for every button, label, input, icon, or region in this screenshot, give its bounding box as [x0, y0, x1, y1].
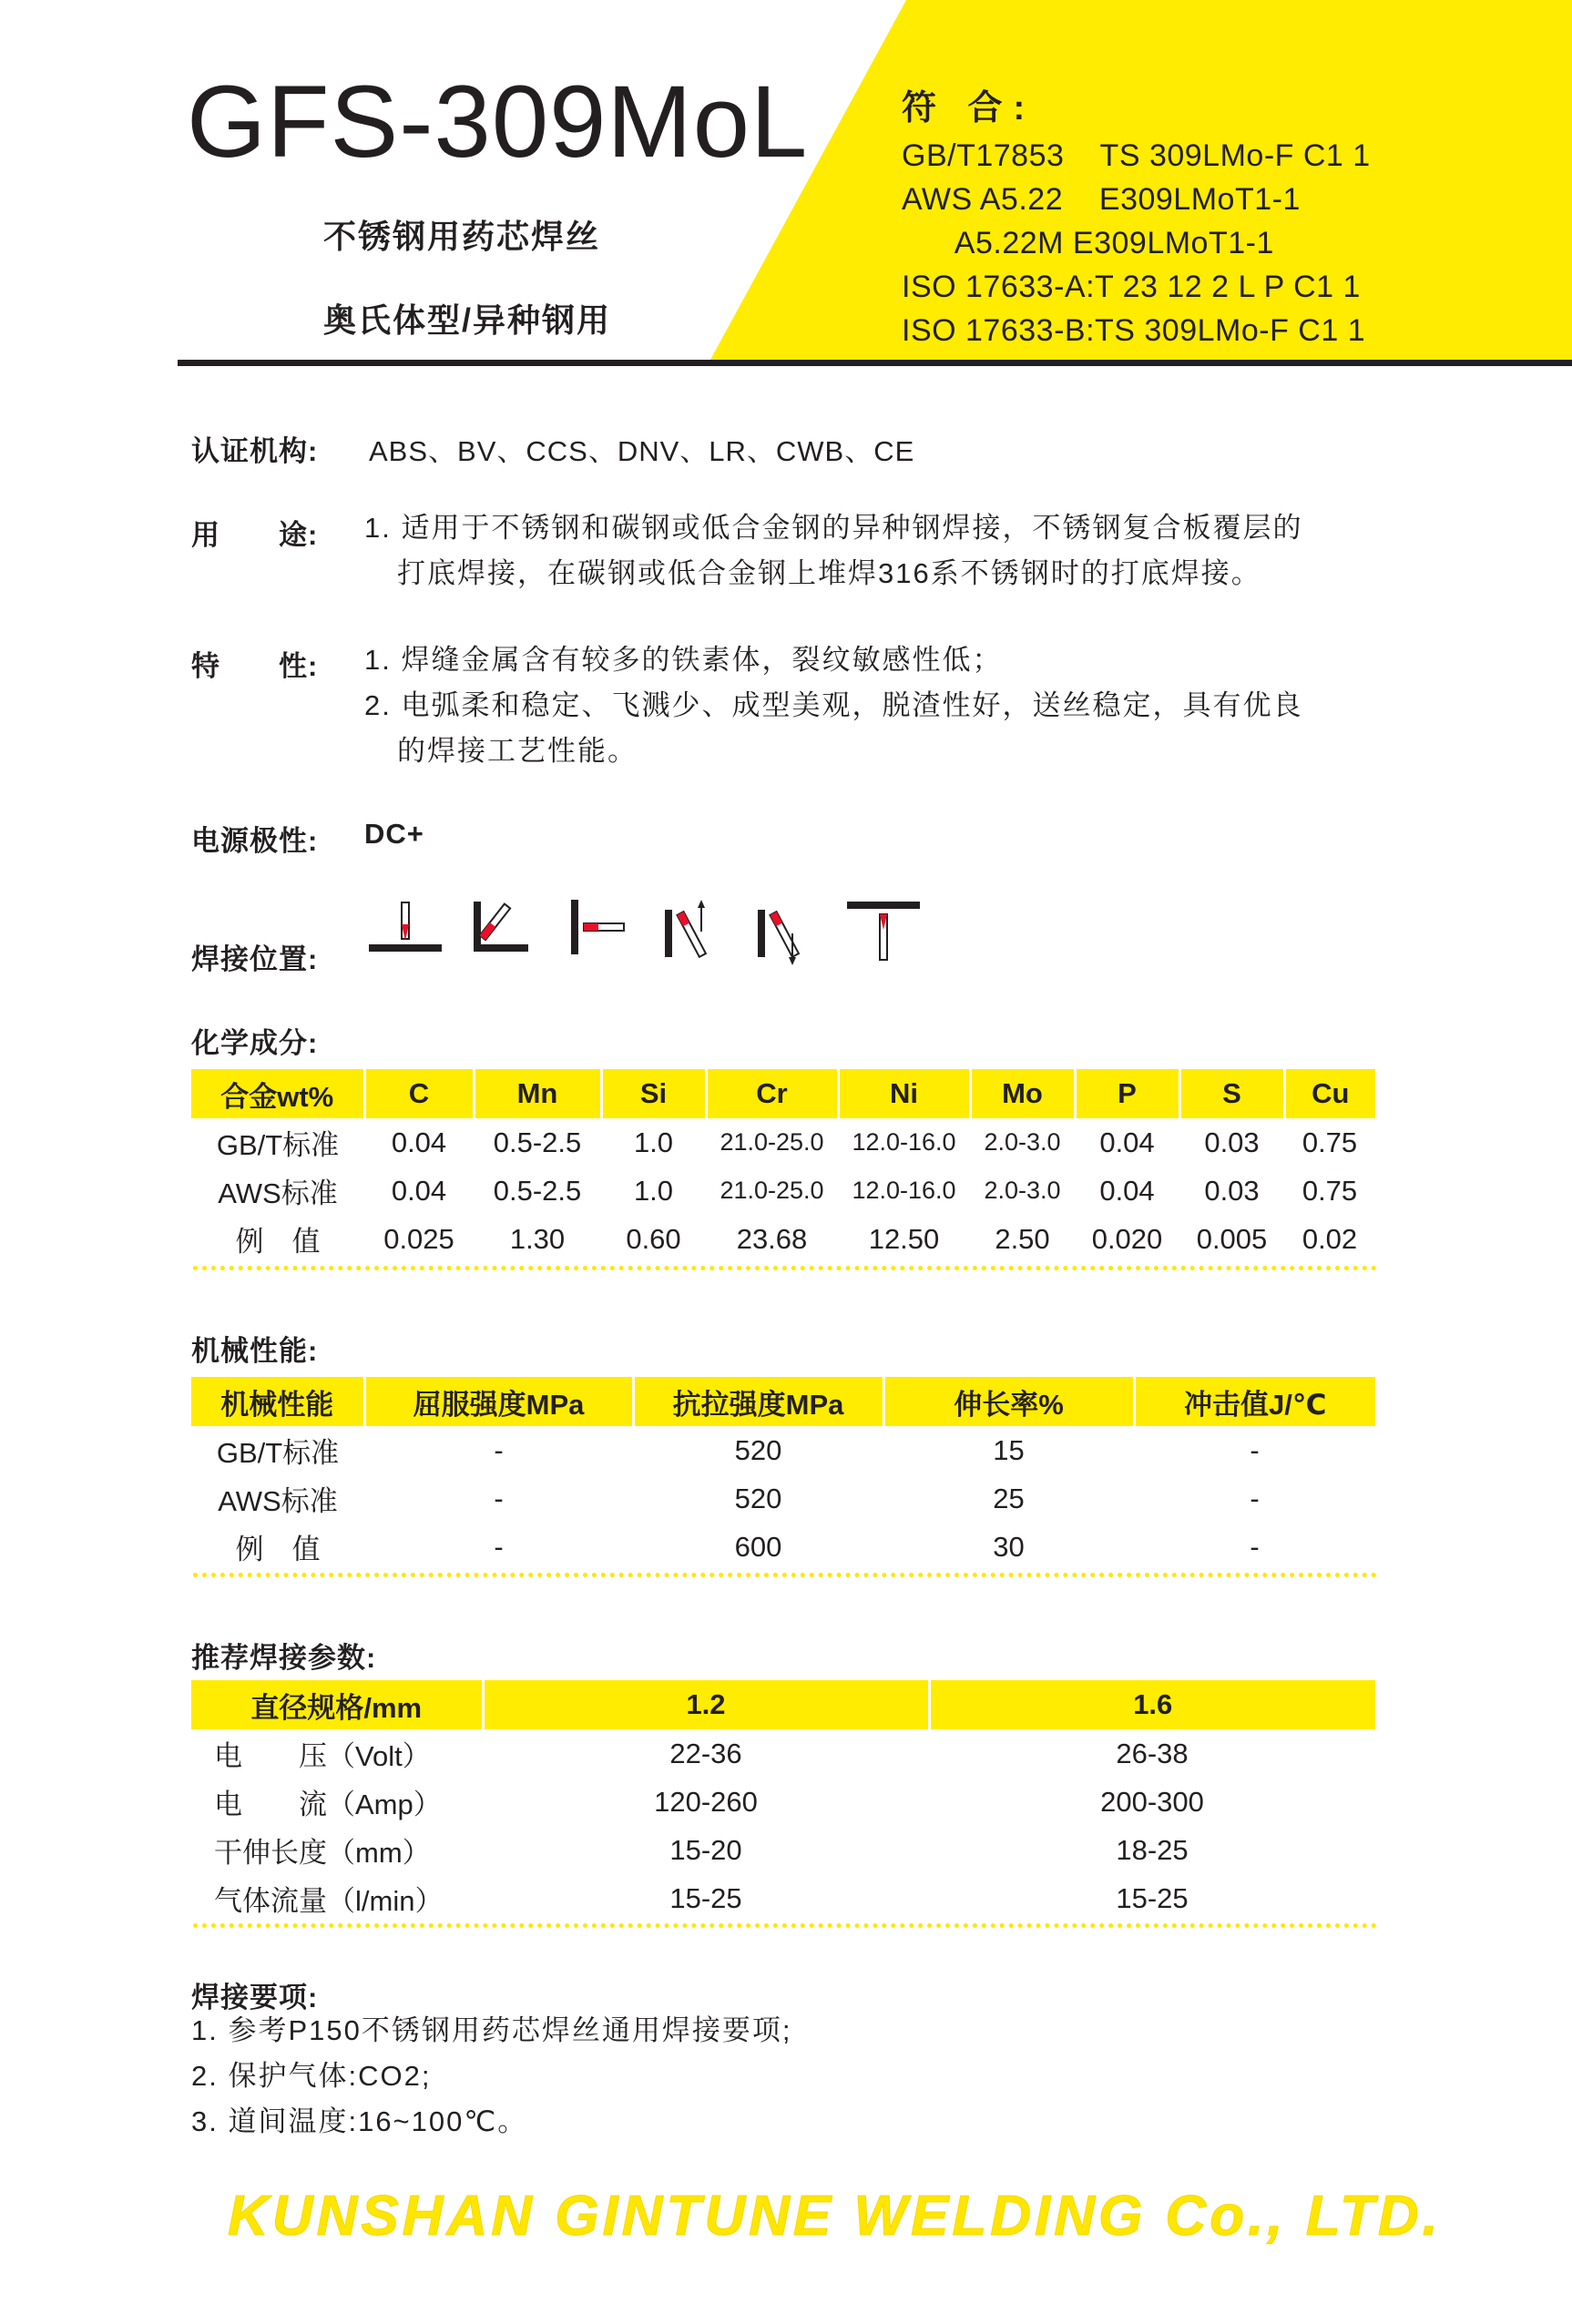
table-cell: 0.03 — [1204, 1126, 1260, 1158]
table-cell: 520 — [734, 1482, 782, 1514]
table-cell: 22-36 — [669, 1737, 742, 1769]
vertical-down-icon — [758, 910, 799, 965]
table-cell: 0.04 — [1099, 1174, 1155, 1207]
table-cell: 1.0 — [633, 1174, 674, 1207]
certification-value: ABS、BV、CCS、DNV、LR、CWB、CE — [369, 435, 915, 467]
table-cell: 0.75 — [1301, 1174, 1358, 1207]
column-header: 直径规格/mm — [191, 1680, 483, 1729]
parameters-table — [191, 1680, 1375, 1922]
table-cell: 21.0-25.0 — [720, 1177, 824, 1204]
column-header: Ni — [838, 1069, 970, 1118]
table-cell: 0.04 — [391, 1174, 447, 1207]
table-cell: - — [1250, 1482, 1260, 1514]
table-row — [191, 1874, 1375, 1922]
table-cell: 0.005 — [1196, 1222, 1268, 1255]
table-row — [191, 1426, 1375, 1474]
product-title: GFS-309MoL — [187, 65, 809, 178]
column-header: Mn — [474, 1069, 601, 1118]
certification-label: 认证机构: — [191, 435, 319, 467]
vertical-up-icon — [665, 900, 706, 957]
column-header: S — [1179, 1069, 1284, 1118]
column-header: 抗拉强度MPa — [633, 1377, 883, 1426]
table-cell: 0.020 — [1091, 1222, 1163, 1255]
table-cell: 0.60 — [626, 1222, 681, 1255]
row-header: GB/T标准 — [216, 1129, 340, 1161]
standard-line: ISO 17633-B:TS 309LMo-F C1 1 — [902, 313, 1366, 348]
table-cell: 1.0 — [633, 1126, 674, 1158]
features-text — [364, 637, 1384, 774]
notes-list — [191, 2008, 1193, 2145]
notes-title: 焊接要项: — [191, 1982, 319, 2013]
table-cell: 2.0-3.0 — [984, 1177, 1061, 1204]
column-header: 机械性能 — [191, 1377, 364, 1426]
conformity-standards — [902, 87, 1371, 352]
column-header: P — [1075, 1069, 1179, 1118]
features-line: 2. 电弧柔和稳定、飞溅少、成型美观，脱渣性好，送丝稳定，具有优良 — [364, 689, 1303, 721]
polarity-value: DC+ — [364, 818, 424, 850]
horizontal-position-icon — [571, 900, 624, 954]
table-row — [191, 1215, 1375, 1263]
dotted-divider — [193, 1923, 1377, 1928]
usage-label: 用 途: — [191, 519, 319, 551]
table-row — [191, 1118, 1375, 1167]
row-header: 干伸长度（mm） — [214, 1837, 431, 1869]
column-header: Cu — [1284, 1069, 1375, 1118]
product-category: 奥氏体型/异种钢用 — [323, 301, 612, 339]
row-header: AWS标准 — [218, 1177, 338, 1209]
standard-line: AWS A5.22 E309LMoT1-1 — [902, 182, 1301, 217]
features-label: 特 性: — [191, 650, 319, 682]
table-cell: - — [1250, 1530, 1260, 1563]
table-row — [191, 1474, 1375, 1523]
product-subtitle: 不锈钢用药芯焊丝 — [323, 218, 601, 255]
column-header: Cr — [706, 1069, 838, 1118]
table-cell: 0.04 — [391, 1126, 447, 1158]
table-cell: 15-25 — [1116, 1881, 1189, 1914]
row-header: GB/T标准 — [216, 1437, 340, 1469]
mechanical-title: 机械性能: — [191, 1335, 319, 1367]
row-header: 电 压（Volt） — [214, 1740, 431, 1772]
table-cell: 2.0-3.0 — [984, 1128, 1061, 1156]
table-row — [191, 1826, 1375, 1874]
column-header: 合金wt% — [191, 1069, 364, 1118]
table-cell: 200-300 — [1100, 1785, 1204, 1818]
chemistry-title: 化学成分: — [191, 1027, 319, 1059]
polarity-label: 电源极性: — [191, 825, 319, 857]
table-cell: - — [494, 1482, 504, 1514]
features-line: 的焊接工艺性能。 — [397, 735, 638, 767]
table-row — [191, 1167, 1375, 1215]
note-item: 2. 保护气体:CO2; — [191, 2060, 432, 2092]
usage-line: 1. 适用于不锈钢和碳钢或低合金钢的异种钢焊接，不锈钢复合板覆层的 — [364, 512, 1303, 544]
table-cell: - — [1250, 1433, 1260, 1466]
table-cell: 0.5-2.5 — [493, 1174, 582, 1207]
mechanical-header-row — [191, 1377, 1375, 1426]
row-header: 电 流（Amp） — [214, 1789, 442, 1820]
table-cell: 0.025 — [383, 1222, 454, 1255]
table-row — [191, 1729, 1375, 1778]
table-row — [191, 1778, 1375, 1826]
positions-label: 焊接位置: — [191, 943, 319, 975]
table-cell: 18-25 — [1116, 1833, 1189, 1866]
parameters-title: 推荐焊接参数: — [191, 1642, 377, 1674]
usage-text — [364, 505, 1384, 596]
usage-line: 打底焊接，在碳钢或低合金钢上堆焊316系不锈钢时的打底焊接。 — [397, 557, 1261, 589]
row-header: 例 值 — [235, 1226, 321, 1258]
table-cell: 1.30 — [509, 1222, 566, 1255]
column-header: 1.2 — [483, 1680, 929, 1729]
dotted-divider — [193, 1266, 1377, 1270]
mechanical-table — [191, 1377, 1375, 1571]
standard-line: A5.22M E309LMoT1-1 — [902, 226, 1274, 260]
table-cell: - — [494, 1530, 504, 1563]
table-cell: 15-20 — [669, 1833, 742, 1866]
table-cell: 0.5-2.5 — [493, 1126, 582, 1158]
column-header: 屈服强度MPa — [364, 1377, 633, 1426]
table-cell: - — [494, 1433, 504, 1466]
column-header: 伸长率% — [883, 1377, 1134, 1426]
column-header: 1.6 — [929, 1680, 1375, 1729]
table-cell: 2.50 — [995, 1222, 1050, 1255]
table-cell: 12.0-16.0 — [852, 1177, 956, 1204]
standard-line: GB/T17853 TS 309LMo-F C1 1 — [902, 138, 1371, 173]
column-header: 冲击值J/℃ — [1134, 1377, 1375, 1426]
row-header: 气体流量（l/min） — [214, 1885, 444, 1917]
chemistry-header-row — [191, 1069, 1375, 1118]
standard-line: ISO 17633-A:T 23 12 2 L P C1 1 — [902, 270, 1361, 304]
horizontal-fillet-icon — [474, 902, 528, 952]
table-cell: 26-38 — [1116, 1737, 1189, 1769]
conformity-heading: 符 合: — [902, 89, 1036, 127]
table-cell: 600 — [734, 1530, 782, 1563]
column-header: Mo — [970, 1069, 1075, 1118]
table-cell: 23.68 — [736, 1222, 808, 1255]
dotted-divider — [193, 1573, 1377, 1577]
table-cell: 12.0-16.0 — [852, 1128, 956, 1156]
welding-position-icons — [360, 897, 924, 979]
note-item: 1. 参考P150不锈钢用药芯焊丝通用焊接要项; — [191, 2014, 792, 2046]
table-cell: 21.0-25.0 — [720, 1128, 824, 1156]
table-cell: 0.02 — [1301, 1222, 1358, 1255]
table-cell: 15 — [993, 1433, 1025, 1466]
table-cell: 520 — [734, 1433, 782, 1466]
chemistry-table — [191, 1069, 1375, 1263]
table-cell: 0.75 — [1301, 1126, 1358, 1158]
table-cell: 0.03 — [1204, 1174, 1260, 1207]
table-cell: 15-25 — [669, 1881, 742, 1914]
features-line: 1. 焊缝金属含有较多的铁素体，裂纹敏感性低； — [364, 644, 1003, 676]
column-header: Si — [601, 1069, 706, 1118]
parameters-header-row — [191, 1680, 1375, 1729]
row-header: AWS标准 — [218, 1485, 338, 1517]
table-cell: 25 — [993, 1482, 1025, 1514]
overhead-position-icon — [847, 902, 920, 960]
row-header: 例 值 — [235, 1534, 321, 1565]
company-name: KUNSHAN GINTUNE WELDING Co., LTD. — [228, 2185, 1442, 2248]
table-cell: 30 — [993, 1530, 1025, 1563]
table-cell: 0.04 — [1099, 1126, 1155, 1158]
column-header: C — [364, 1069, 474, 1118]
note-item: 3. 道间温度:16~100℃。 — [191, 2105, 528, 2137]
table-row — [191, 1523, 1375, 1571]
table-cell: 12.50 — [868, 1222, 940, 1255]
table-cell: 120-260 — [654, 1785, 758, 1818]
flat-position-icon — [369, 902, 442, 952]
